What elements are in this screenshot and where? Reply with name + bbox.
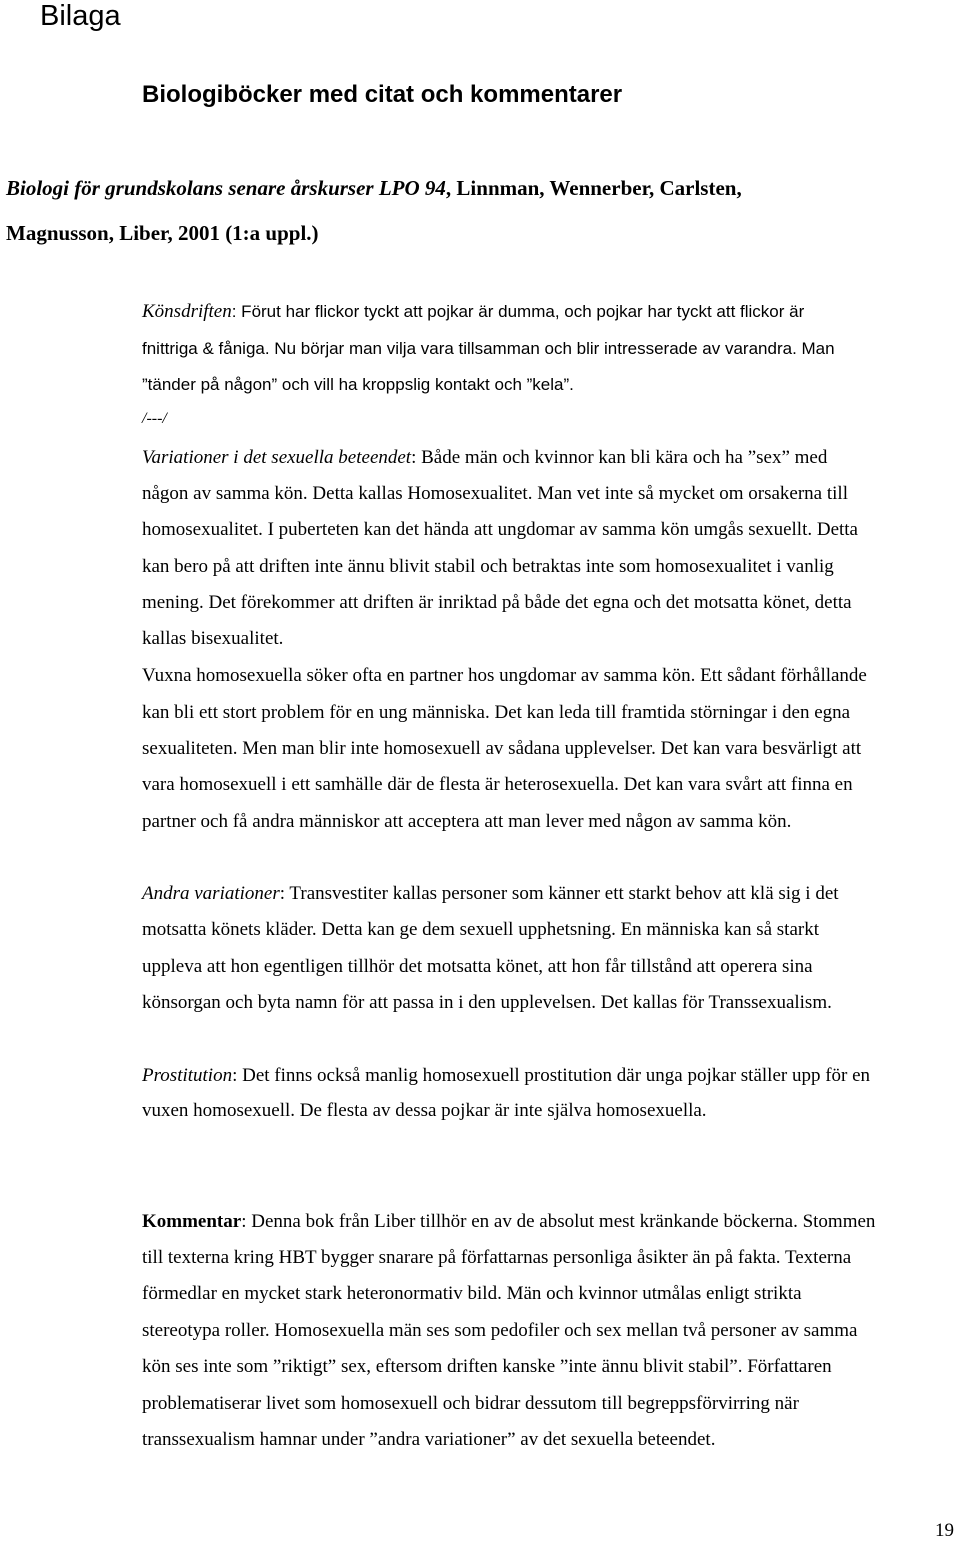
kommentar-line-2: till texterna kring HBT bygger snarare på författarnas personliga åsikter än på fakta. Texterna [142, 1247, 852, 1268]
page-title: Biologiböcker med citat och kommentarer [142, 81, 623, 108]
variationer-text: : Både män och kvinnor kan bli kära och ha ”sex” med [411, 447, 828, 468]
book-citation-line2: Magnusson, Liber, 2001 (1:a uppl.) [6, 221, 319, 245]
konsdriften-text: : Förut har flickor tyckt att pojkar är dumma, och pojkar har tyckt att flickor är [231, 302, 805, 321]
page-number: 19 [935, 1520, 954, 1541]
kommentar-line-4: stereotypa roller. Homosexuella män ses som pedofiler och sex mellan två personer av samma [142, 1320, 858, 1341]
prostitution-line-2: vuxen homosexuell. De flesta av dessa pojkar är inte själva homosexuella. [142, 1100, 707, 1121]
kommentar-line-7: transsexualism hamnar under ”andra variationer” av det sexuella beteendet. [142, 1429, 716, 1450]
variationer-line-5: mening. Det förekommer att driften är inriktad på både det egna och det motsatta könet, detta [142, 592, 852, 613]
variationer-line-1 [142, 447, 827, 469]
andra-term: Andra variationer [142, 883, 280, 904]
kommentar-term: Kommentar [142, 1211, 242, 1232]
variationer-line-10: vara homosexuell i ett samhälle där de flesta är heterosexuella. Det kan vara svårt att finna en [142, 774, 853, 795]
book-citation [6, 176, 742, 201]
kommentar-line-3: förmedlar en mycket stark heteronormativ bild. Män och kvinnor utmålas enligt strikta [142, 1283, 802, 1304]
konsdriften-line-1 [142, 301, 804, 323]
prostitution-term: Prostitution [142, 1065, 233, 1086]
section-label: Bilaga [40, 0, 121, 32]
konsdriften-line-2: fnittriga & fåniga. Nu börjar man vilja vara tillsamman och blir intresserade av varandra. Man [142, 339, 835, 358]
andra-text: : Transvestiter kallas personer som känner ett starkt behov att klä sig i det [279, 883, 839, 904]
andra-line-3: uppleva att hon egentligen tillhör det motsatta könet, att hon får tillstånd att operera sina [142, 956, 813, 977]
kommentar-line-6: problematiserar livet som homosexuell och bidrar dessutom till begreppsförvirring när [142, 1393, 799, 1414]
variationer-line-11: partner och få andra människor att acceptera att man lever med någon av samma kön. [142, 811, 792, 832]
konsdriften-line-3: ”tänder på någon” och vill ha kroppslig kontakt och ”kela”. [142, 375, 574, 394]
variationer-line-6: kallas bisexualitet. [142, 628, 284, 649]
kommentar-line-1 [142, 1211, 875, 1233]
andra-line-4: könsorgan och byta namn för att passa in i den upplevelsen. Det kallas för Transsexualism. [142, 992, 832, 1013]
konsdriften-term: Könsdriften [142, 301, 232, 322]
kommentar-line-5: kön ses inte som ”riktigt” sex, eftersom driften kanske ”inte ännu blivit stabil”. Författaren [142, 1356, 832, 1377]
andra-line-1 [142, 883, 839, 905]
variationer-line-2: någon av samma kön. Detta kallas Homosexualitet. Man vet inte så mycket om orsakerna till [142, 483, 848, 504]
prostitution-text: : Det finns också manlig homosexuell prostitution där unga pojkar ställer upp för en [232, 1065, 871, 1086]
variationer-line-4: kan bero på att driften inte ännu blivit stabil och betraktas inte som homosexualitet i vanlig [142, 556, 834, 577]
prostitution-line-1 [142, 1065, 870, 1087]
andra-line-2: motsatta könets kläder. Detta kan ge dem sexuell upphetsning. En människa kan så starkt [142, 919, 819, 940]
variationer-term: Variationer i det sexuella beteendet [142, 447, 412, 468]
variationer-line-7: Vuxna homosexuella söker ofta en partner hos ungdomar av samma kön. Ett sådant förhållande [142, 665, 867, 686]
variationer-line-8: kan bli ett stort problem för en ung människa. Det kan leda till framtida störningar i den egna [142, 702, 851, 723]
kommentar-text: : Denna bok från Liber tillhör en av de absolut mest kränkande böckerna. Stommen [241, 1211, 876, 1232]
variationer-line-9: sexualiteten. Men man blir inte homosexuell av sådana upplevelser. Det kan vara besvärligt att [142, 738, 862, 759]
book-authors: , Linnman, Wennerber, Carlsten, [445, 176, 742, 200]
book-title: Biologi för grundskolans senare årskurser LPO 94 [6, 176, 446, 200]
variationer-line-3: homosexualitet. I puberteten kan det hända att ungdomar av samma kön umgås sexuellt. Detta [142, 519, 858, 540]
separator-text: /---/ [142, 410, 167, 427]
